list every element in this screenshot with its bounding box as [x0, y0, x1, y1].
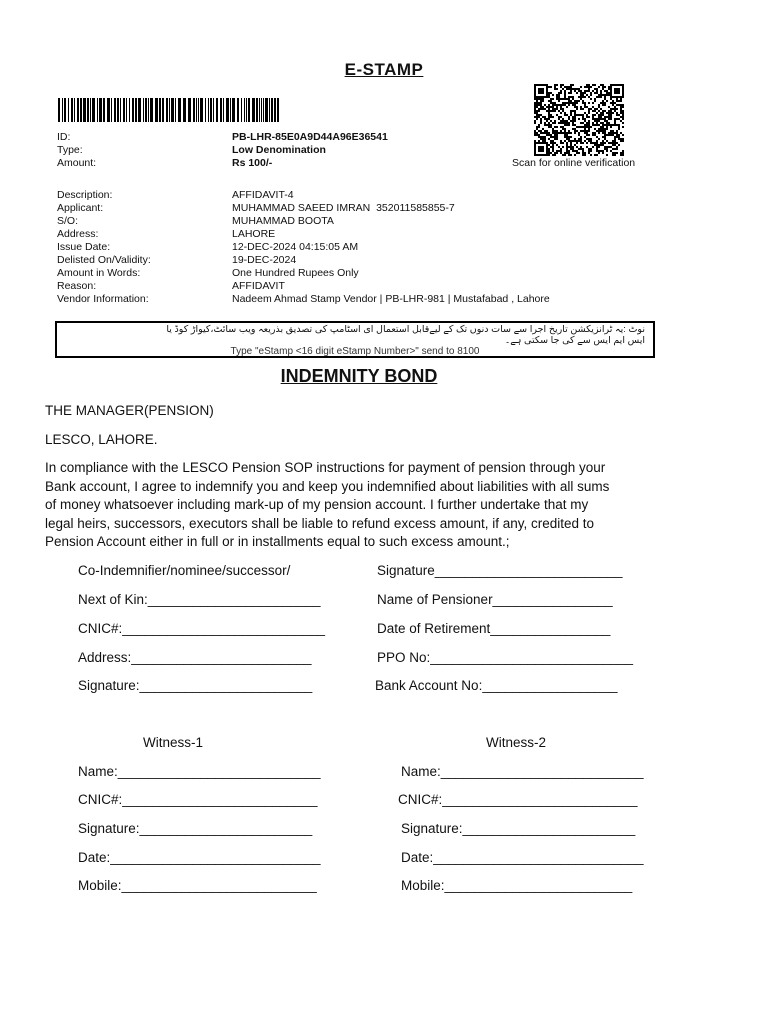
barcode-icon — [58, 98, 282, 122]
witness-1-cnic-field[interactable]: CNIC#:__________________________ — [78, 792, 318, 807]
scan-verification-text: Scan for online verification — [512, 157, 636, 169]
field-label-id: ID: — [57, 131, 71, 143]
estamp-title: E-STAMP — [344, 60, 424, 79]
paragraph-line: legal heirs, successors, executors shall be liable to refund excess amount, if any, credited to — [45, 515, 595, 531]
next-of-kin-field[interactable]: Next of Kin:_______________________ — [78, 592, 321, 607]
field-value-amount: Rs 100/- — [232, 157, 273, 169]
field-value-amount-words: One Hundred Rupees Only — [232, 267, 359, 279]
witness-1-date-field[interactable]: Date:____________________________ — [78, 850, 321, 865]
notice-urdu-line-1: نوٹ :یہ ٹرانزیکشن تاریخ اجرا سے سات دنوں تک کے لیےقابل استعمال ای اسٹامپ کی تصدیق بذریعہ ویب سائٹ،کیواڑ کوڈ یا — [166, 324, 645, 335]
field-value-reason: AFFIDAVIT — [232, 280, 285, 292]
field-label-issue-date: Issue Date: — [57, 241, 111, 253]
notice-urdu-line-2: ایس ایم ایس سے کی جا سکتی ہے۔ — [504, 335, 645, 346]
witness-2-signature-field[interactable]: Signature:_______________________ — [401, 821, 636, 836]
witness-2-mobile-field[interactable]: Mobile:_________________________ — [401, 878, 633, 893]
paragraph-line: Bank account, I agree to indemnify you and keep you indemnified about liabilities with all sums — [45, 478, 610, 494]
witness-1-name-field[interactable]: Name:___________________________ — [78, 764, 321, 779]
qr-code-icon[interactable] — [534, 84, 624, 156]
witness-1-mobile-field[interactable]: Mobile:__________________________ — [78, 878, 317, 893]
retirement-date-field[interactable]: Date of Retirement________________ — [377, 621, 611, 636]
field-label-amount-words: Amount in Words: — [57, 267, 141, 279]
field-label-validity: Delisted On/Validity: — [57, 254, 151, 266]
field-value-applicant: MUHAMMAD SAEED IMRAN 352011585855-7 — [232, 202, 455, 214]
witness-1-heading: Witness-1 — [143, 735, 204, 750]
witness-1-signature-field[interactable]: Signature:_______________________ — [78, 821, 313, 836]
pensioner-name-field[interactable]: Name of Pensioner________________ — [377, 592, 613, 607]
field-label-so: S/O: — [57, 215, 79, 227]
cnic-field[interactable]: CNIC#:___________________________ — [78, 621, 325, 636]
field-value-type: Low Denomination — [232, 144, 326, 156]
field-label-reason: Reason: — [57, 280, 97, 292]
field-value-description: AFFIDAVIT-4 — [232, 189, 294, 201]
field-value-vendor: Nadeem Ahmad Stamp Vendor | PB-LHR-981 | Mustafabad , Lahore — [232, 293, 550, 305]
pensioner-signature-field[interactable]: Signature_________________________ — [377, 563, 623, 578]
witness-2-heading: Witness-2 — [486, 735, 547, 750]
co-indemnifier-field[interactable]: Co-Indemnifier/nominee/successor/ — [78, 563, 291, 578]
signature-field[interactable]: Signature:_______________________ — [78, 678, 313, 693]
field-label-description: Description: — [57, 189, 113, 201]
paragraph-line: of money whatsoever including mark-up of my pension account. I further undertake that my — [45, 497, 589, 512]
field-value-validity: 19-DEC-2024 — [232, 254, 297, 266]
witness-2-date-field[interactable]: Date:____________________________ — [401, 850, 644, 865]
field-label-applicant: Applicant: — [57, 202, 104, 214]
address-field[interactable]: Address:________________________ — [78, 650, 312, 665]
field-value-so: MUHAMMAD BOOTA — [232, 215, 334, 227]
addressee-line-2: LESCO, LAHORE. — [45, 432, 158, 447]
field-label-amount: Amount: — [57, 157, 97, 169]
field-value-address: LAHORE — [232, 228, 276, 240]
bank-account-field[interactable]: Bank Account No:__________________ — [375, 678, 618, 693]
ppo-number-field[interactable]: PPO No:___________________________ — [377, 650, 633, 665]
paragraph-line: In compliance with the LESCO Pension SOP instructions for payment of pension through your — [45, 460, 606, 475]
paragraph-line: Pension Account either in full or in installments equal to such excess amount.; — [45, 534, 510, 549]
verification-notice-box — [55, 321, 655, 358]
field-label-address: Address: — [57, 228, 99, 240]
witness-2-name-field[interactable]: Name:___________________________ — [401, 764, 644, 779]
field-value-id: PB-LHR-85E0A9D44A96E36541 — [232, 131, 388, 143]
bond-paragraph — [45, 459, 715, 552]
bond-title: INDEMNITY BOND — [280, 366, 438, 386]
field-label-vendor: Vendor Information: — [57, 293, 149, 305]
witness-2-cnic-field[interactable]: CNIC#:__________________________ — [398, 792, 638, 807]
addressee-line-1: THE MANAGER(PENSION) — [45, 403, 214, 418]
notice-sms-instruction: Type "eStamp <16 digit eStamp Number>" send to 8100 — [230, 346, 480, 357]
field-label-type: Type: — [57, 144, 83, 156]
field-value-issue-date: 12-DEC-2024 04:15:05 AM — [232, 241, 359, 253]
